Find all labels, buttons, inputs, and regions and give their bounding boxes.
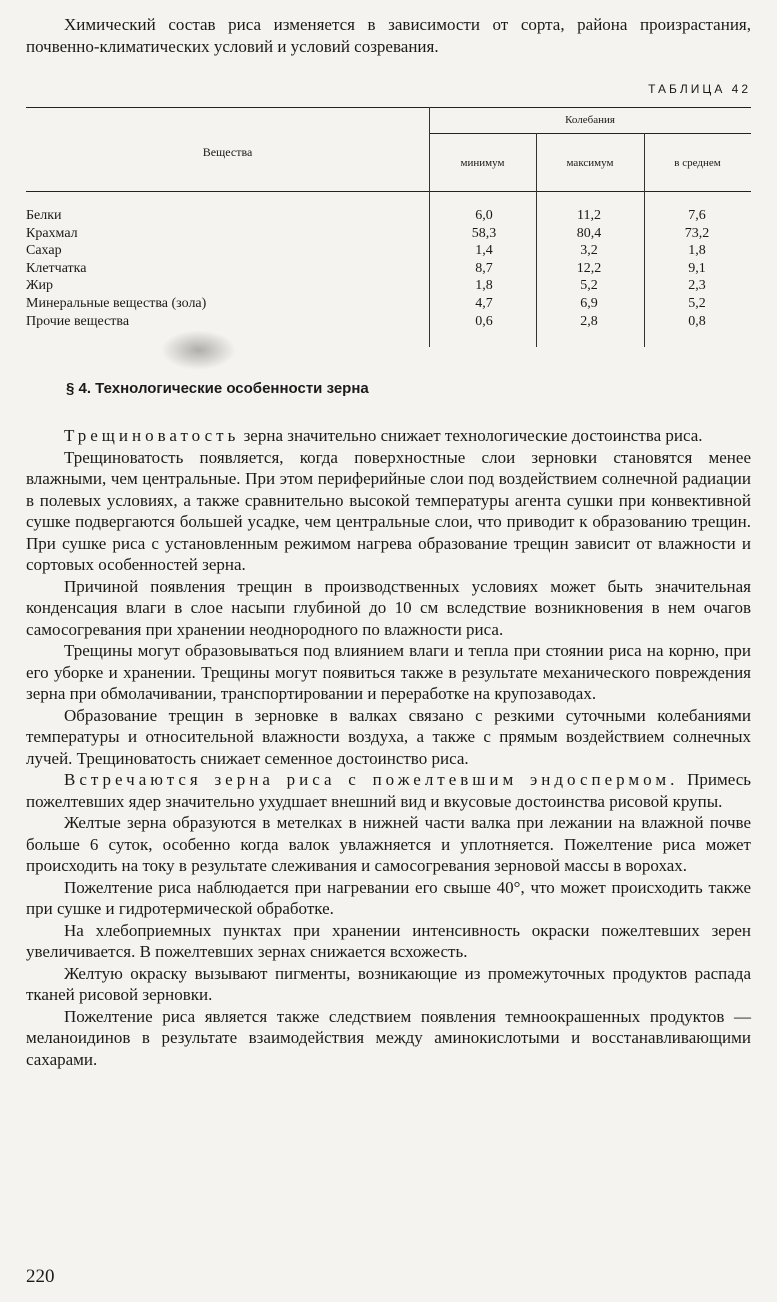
header-substance: Вещества bbox=[202, 145, 253, 159]
paragraph: На хлебоприемных пунктах при хранении интенсивность окраски пожелтевших зерен увеличивается. В пожелтевших зернах снижается всхожесть. bbox=[26, 920, 751, 961]
paragraph-text: зерна значительно снижает технологические достоинства риса. bbox=[239, 426, 703, 445]
row-avg: 0,8 bbox=[688, 313, 706, 329]
row-name: Клетчатка bbox=[26, 260, 87, 276]
table-row bbox=[26, 260, 751, 278]
table-row bbox=[26, 313, 751, 331]
row-min: 58,3 bbox=[471, 225, 497, 241]
row-avg: 2,3 bbox=[688, 278, 706, 294]
paragraph-text: Примесь пожелтевших ядер значительно ухудшает внешний вид и вкусовые достоинства рисовой крупы. bbox=[26, 770, 751, 811]
term-spaced: Встречаются зерна риса с пожелтевшим эндоспермом. bbox=[64, 770, 679, 789]
row-max: 12,2 bbox=[576, 260, 602, 276]
row-min: 8,7 bbox=[475, 260, 493, 276]
row-max: 6,9 bbox=[580, 295, 598, 311]
row-name: Крахмал bbox=[26, 225, 78, 241]
row-avg: 73,2 bbox=[684, 225, 710, 241]
row-min: 6,0 bbox=[475, 208, 493, 223]
row-min: 1,8 bbox=[475, 278, 493, 294]
header-variation: Колебания bbox=[565, 114, 615, 126]
paragraph: Пожелтение риса наблюдается при нагревании его свыше 40°, что может происходить также при сушке и гидротермической обработке. bbox=[26, 877, 751, 918]
row-min: 1,4 bbox=[475, 243, 493, 259]
header-avg: в среднем bbox=[674, 157, 721, 169]
paragraph bbox=[26, 425, 751, 447]
row-min: 0,6 bbox=[475, 313, 493, 329]
body-text bbox=[26, 425, 751, 1070]
row-max: 2,8 bbox=[580, 313, 598, 329]
table-group-rule bbox=[429, 133, 751, 134]
paragraph: Желтые зерна образуются в метелках в нижней части валка при лежании на влажной почве больше 6 суток, особенно когда валок увлажняется и уплотняется. Пожелтение риса может происходить на току в результате слеживания и самосогревания зерновой массы в ворохах. bbox=[26, 813, 751, 875]
row-avg: 5,2 bbox=[688, 295, 706, 311]
table-row bbox=[26, 207, 751, 225]
composition-table bbox=[26, 107, 751, 347]
table-row bbox=[26, 295, 751, 313]
table-body bbox=[26, 207, 751, 330]
row-max: 5,2 bbox=[580, 278, 598, 294]
paragraph: Причиной появления трещин в производственных условиях может быть значительная конденсация влаги в слое насыпи глубиной до 10 см вследствие возникновения в нем очагов самосогревания при хранении неоднородного по влажности риса. bbox=[26, 576, 751, 639]
row-name: Сахар bbox=[26, 243, 62, 259]
term-spaced: Трещиноватость bbox=[64, 426, 240, 445]
paragraph: Трещины могут образовываться под влиянием влаги и тепла при стоянии риса на корню, при его уборке и хранении. Трещины могут появиться также в результате механического повреждения зерна при обмолачивании, транспортировании и переработке на крупозаводах. bbox=[26, 641, 751, 703]
table-top-rule bbox=[26, 107, 751, 108]
row-avg: 7,6 bbox=[688, 208, 706, 223]
paragraph: Желтую окраску вызывают пигменты, возникающие из промежуточных продуктов распада тканей рисовой зерновки. bbox=[26, 963, 751, 1004]
paragraph bbox=[26, 769, 751, 812]
table-row bbox=[26, 277, 751, 295]
paragraph: Образование трещин в зерновке в валках связано с резкими суточными колебаниями температуры и относительной влажности воздуха, а также с прямым воздействием солнечных лучей. Трещиноватость снижает семенное достоинство риса. bbox=[26, 705, 751, 768]
row-name: Белки bbox=[26, 208, 62, 223]
row-name: Прочие вещества bbox=[26, 313, 130, 329]
row-max: 11,2 bbox=[577, 208, 601, 223]
row-max: 3,2 bbox=[580, 243, 598, 259]
row-avg: 9,1 bbox=[688, 260, 706, 276]
table-label: ТАБЛИЦА 42 bbox=[648, 82, 751, 96]
print-smudge bbox=[161, 330, 236, 370]
row-max: 80,4 bbox=[576, 225, 602, 241]
header-max: максимум bbox=[566, 157, 614, 169]
paragraph: Пожелтение риса является также следствием появления темноокрашенных продуктов — меланоидинов в результате взаимодействия между аминокислотыми и восстанавливающими сахарами. bbox=[26, 1006, 751, 1069]
intro-paragraph: Химический состав риса изменяется в зависимости от сорта, района произрастания, почвенно-климатических условий и условий созревания. bbox=[26, 15, 751, 56]
table-row bbox=[26, 242, 751, 260]
row-min: 4,7 bbox=[475, 295, 493, 311]
row-name: Жир bbox=[26, 278, 54, 294]
section-heading: § 4. Технологические особенности зерна bbox=[66, 380, 369, 397]
header-min: минимум bbox=[460, 157, 505, 169]
table-header-rule bbox=[26, 191, 751, 192]
table-row bbox=[26, 225, 751, 243]
row-name: Минеральные вещества (зола) bbox=[26, 295, 207, 311]
row-avg: 1,8 bbox=[688, 243, 706, 259]
page-number: 220 bbox=[26, 1266, 55, 1287]
paragraph: Трещиноватость появляется, когда поверхностные слои зерновки становятся менее влажными, чем центральные. При этом периферийные слои под воздействием солнечной радиации в полевых условиях, а также сравнительно высокой температуры агента сушки при конвективной сушке подвергаются большей усадке, чем центральные слои, что приводит к образованию трещин. При сушке риса с установленным режимом нагрева образование трещин зависит от влажности и сортовых особенностей зерна. bbox=[26, 447, 751, 574]
